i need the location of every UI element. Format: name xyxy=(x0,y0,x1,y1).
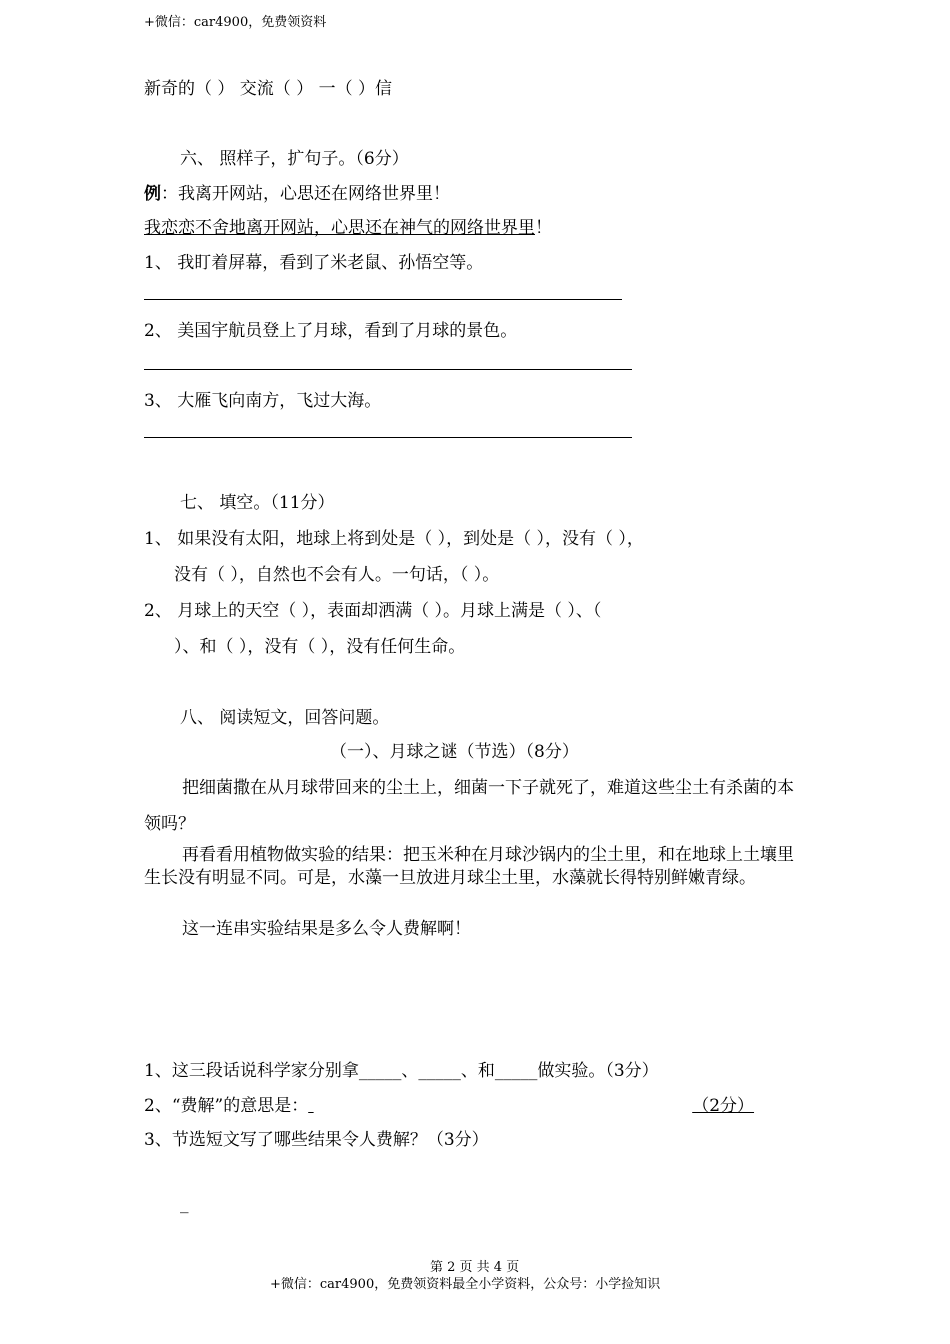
answer-line-3[interactable] xyxy=(144,437,632,438)
reading-subtitle: （一）、月球之谜（节选）（8分） xyxy=(330,742,579,762)
header-watermark: +微信：car4900，免费领资料 xyxy=(144,15,327,30)
section7-line-1: 1、 如果没有太阳，地球上将到处是（ ），到处是（ ），没有（ ）， xyxy=(144,529,644,549)
question-2-answer-blank[interactable] xyxy=(308,1096,692,1116)
answer-line-2[interactable] xyxy=(144,369,632,370)
footer-watermark: +微信：car4900，免费领资料最全小学资料，公众号：小学捡知识 xyxy=(270,1277,661,1292)
example-text: ：我离开网站，心思还在网络世界里！ xyxy=(161,184,450,204)
question-3: 3、节选短文写了哪些结果令人费解？（3分） xyxy=(144,1130,489,1150)
question-1: 1、这三段话说科学家分别拿_____、_____、和_____做实验。（3分） xyxy=(144,1061,659,1081)
section6-title: 六、 照样子，扩句子。（6分） xyxy=(180,149,409,169)
example-answer-underlined: 我恋恋不舍地离开网站，心思还在神气的网络世界里 xyxy=(144,218,535,238)
question-2 xyxy=(144,1091,754,1116)
question-2-label: 2、“费解”的意思是： xyxy=(144,1096,309,1116)
reading-paragraph-2: 再看看用植物做实验的结果：把玉米种在月球沙锅内的尘土里，和在地球上土壤里生长没有明显不同。可是，水藻一旦放进月球尘土里，水藻就长得特别鲜嫩青绿。 xyxy=(144,845,794,888)
top-fill-line: 新奇的（ ） 交流（ ） 一（ ）信 xyxy=(144,79,393,99)
section7-title: 七、 填空。（11分） xyxy=(180,493,335,513)
answer-line-1[interactable] xyxy=(144,299,622,300)
section6-example xyxy=(144,179,450,204)
answer-dash: _ xyxy=(180,1194,189,1214)
page-number: 第 2 页 共 4 页 xyxy=(430,1260,520,1275)
section7-line-2: 没有（ ），自然也不会有人。一句话，（ ）。 xyxy=(174,565,500,585)
question-2-score: （2分） xyxy=(692,1096,755,1116)
section7-line-3: 2、 月球上的天空（ ），表面却洒满（ ）。月球上满是（ ）、（ xyxy=(144,601,602,621)
reading-paragraph-3: 这一连串实验结果是多么令人费解啊！ xyxy=(182,919,471,939)
section6-item-3: 3、 大雁飞向南方，飞过大海。 xyxy=(144,391,382,411)
section6-item-2: 2、 美国宇航员登上了月球，看到了月球的景色。 xyxy=(144,321,518,341)
example-answer-end: ！ xyxy=(535,218,552,238)
example-label: 例 xyxy=(144,184,161,204)
section6-item-1: 1、 我盯着屏幕，看到了米老鼠、孙悟空等。 xyxy=(144,253,484,273)
section7-line-4: ）、和（ ），没有（ ），没有任何生命。 xyxy=(174,637,466,657)
section8-title: 八、 阅读短文，回答问题。 xyxy=(180,708,390,728)
reading-paragraph-1: 把细菌撒在从月球带回来的尘土上，细菌一下子就死了，难道这些尘土有杀菌的本领吗？ xyxy=(144,778,794,834)
section6-example-answer xyxy=(144,213,552,238)
